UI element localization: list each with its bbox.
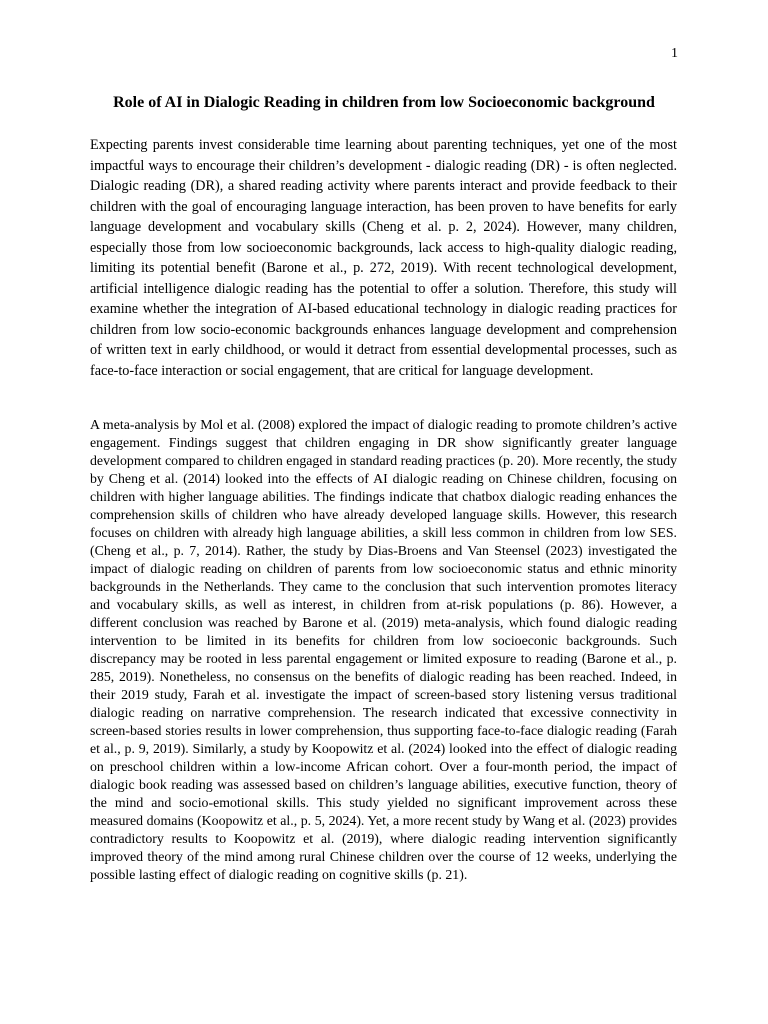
document-title: Role of AI in Dialogic Reading in children from low Socioeconomic background — [113, 94, 655, 111]
paragraph-introduction: Expecting parents invest considerable time learning about parenting techniques, yet one of the most impactful ways to encourage their children’s development - dialogic reading (DR) - is often neglected. Dialogic reading (DR), a shared reading activity where parents interact and provide feedback to their children with the goal of encouraging language interaction, has been proven to have benefits for early language development and vocabulary skills (Cheng et al. p. 2, 2024). However, many children, especially those from low socioeconomic backgrounds, lack access to high-quality dialogic reading, limiting its potential benefit (Barone et al., p. 272, 2019). With recent technological development, artificial intelligence dialogic reading has the potential to offer a solution. Therefore, this study will examine whether the integration of AI-based educational technology in dialogic reading practices for children from low socio-economic backgrounds enhances language development and comprehension of written text in early childhood, or would it detract from essential developmental processes, such as face-to-face interaction or social engagement, that are critical for language development. — [90, 137, 677, 380]
paragraph-literature-review: A meta-analysis by Mol et al. (2008) explored the impact of dialogic reading to promote children’s active engagement. Findings suggest that children engaging in DR show significantly greater language development compared to children engaged in standard reading practices (p. 20). More recently, the study by Cheng et al. (2014) looked into the effects of AI dialogic reading on Chinese children, focusing on children with higher language abilities. The findings indicate that chatbox dialogic reading enhances the comprehension skills of children who have already developed language skills. However, this research focuses on children with already high language abilities, a skill less common in children from low SES. (Cheng et al., p. 7, 2014). Rather, the study by Dias-Broens and Van Steensel (2023) investigated the impact of dialogic reading on children of parents from low socioeconomic status and ethnic minority backgrounds in the Netherlands. They came to the conclusion that such intervention promotes literacy and vocabulary skills, as well as interest, in children from at-risk populations (p. 86). However, a different conclusion was reached by Barone et al. (2019) meta-analysis, which found dialogic reading intervention to be limited in its benefits for children from low socioeconic backgrounds. Such discrepancy may be rooted in less parental engagement or limited exposure to reading (Barone et al., p. 285, 2019). Nonetheless, no consensus on the benefits of dialogic reading has been reached. Indeed, in their 2019 study, Farah et al. investigate the impact of screen-based story listening versus traditional dialogic reading on narrative comprehension. The research indicated that excessive connectivity in screen-based stories results in lower comprehension, thus supporting face-to-face dialogic reading (Farah et al., p. 9, 2019). Similarly, a study by Koopowitz et al. (2024) looked into the effect of dialogic reading on preschool children within a low-income African cohort. Over a four-month period, the impact of dialogic book reading was assessed based on children’s language abilities, executive function, theory of the mind and socio-emotional skills. This study yielded no significant improvement across these measured domains (Koopowitz et al., p. 5, 2024). Yet, a more recent study by Wang et al. (2023) provides contradictory results to Koopowitz et al. (2019), where dialogic reading intervention significantly improved theory of the mind among rural Chinese children over the course of 12 weeks, underlying the possible lasting effect of dialogic reading on cognitive skills (p. 21). — [90, 417, 677, 883]
page-number: 1 — [671, 46, 678, 61]
